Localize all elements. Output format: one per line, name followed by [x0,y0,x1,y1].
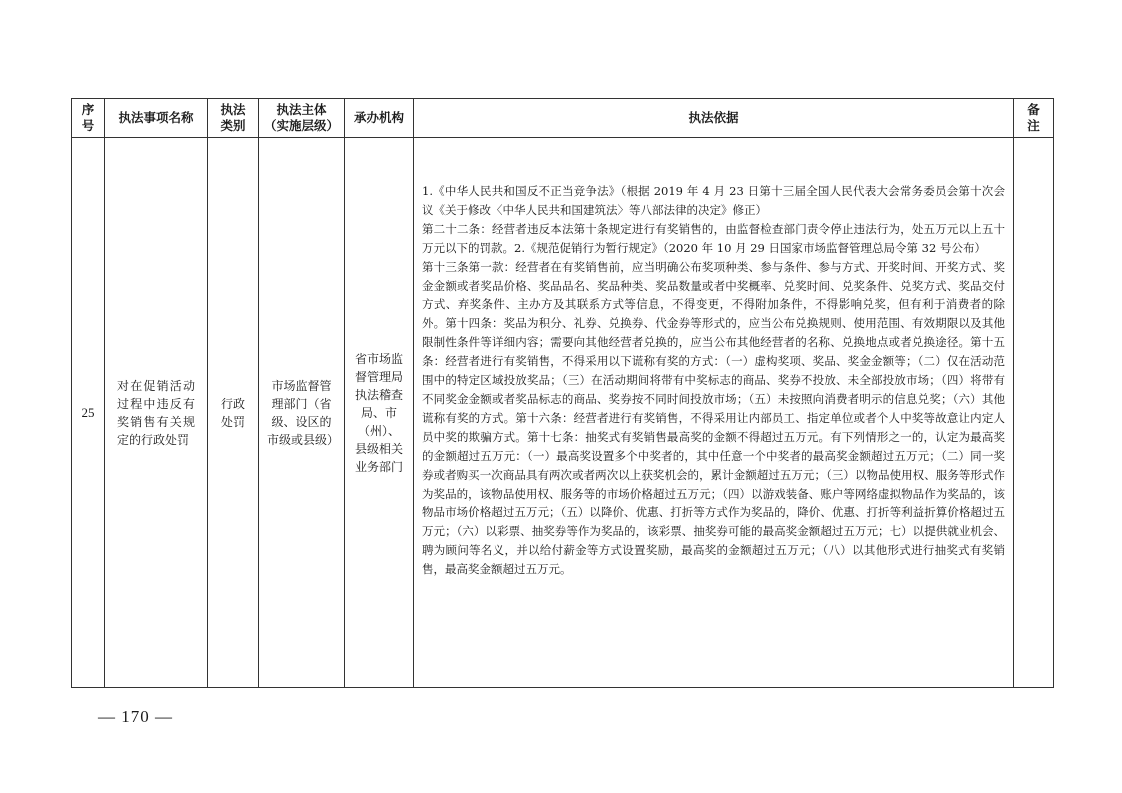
row-remark [1014,138,1054,688]
row-legal-basis [414,138,1014,688]
header-enforcement-subject: 执法主体 （实施层级） [259,99,345,138]
table-header-row [72,99,1054,138]
row-agency: 省市场监督管理局执法稽查局、市（州）、县级相关业务部门 [345,138,414,688]
header-remark: 备注 [1014,99,1054,138]
row-enforcement-subject: 市场监督管理部门（省级、设区的市级或县级） [259,138,345,688]
header-agency: 承办机构 [345,99,414,138]
row-enforcement-type: 行政处罚 [208,138,259,688]
page-number: — 170 — [98,707,173,726]
enforcement-items-table [71,98,1054,688]
row-item-name: 对在促销活动过程中违反有奖销售有关规定的行政处罚 [105,138,208,688]
basis-paragraph: 第二十二条：经营者违反本法第十条规定进行有奖销售的，由监督检查部门责令停止违法行为，处五万元以上五十万元以下的罚款。2.《规范促销行为暂行规定》（2020 年 10 月 29 日国家市场监督管理总局令第 32 号公布） [422,221,1005,255]
row-seq: 25 [72,138,105,688]
basis-paragraph: 1.《中华人民共和国反不正当竞争法》（根据 2019 年 4 月 23 日第十三届全国人民代表大会常务委员会第十次会议《关于修改〈中华人民共和国建筑法〉等八部法律的决定》修正） [422,184,1005,217]
header-legal-basis: 执法依据 [414,99,1014,138]
header-enforcement-type: 执法类别 [208,99,259,138]
header-seq: 序号 [72,99,105,138]
table-row [72,138,1054,688]
basis-paragraph: 第十三条第一款：经营者在有奖销售前，应当明确公布奖项种类、参与条件、参与方式、开奖时间、开奖方式、奖金金额或者奖品价格、奖品品名、奖品种类、奖品数量或者中奖概率、兑奖时间、兑奖条件、兑奖方式、奖品交付方式、弃奖条件、主办方及其联系方式等信息，不得变更，不得附加条件，不得影响兑奖，但有利于消费者的除外。第十四条：奖品为积分、礼券、兑换券、代金券等形式的，应当公布兑换规则、使用范围、有效期限以及其他限制性条件等详细内容；需要向其他经营者兑换的，应当公布其他经营者的名称、兑换地点或者兑换途径。第十五条：经营者进行有奖销售，不得采用以下谎称有奖的方式：（一）虚构奖项、奖品、奖金金额等；（二）仅在活动范围中的特定区域投放奖品；（三）在活动期间将带有中奖标志的商品、奖券不投放、未全部投放市场；（四）将带有不同奖金金额或者奖品标志的商品、奖券按不同时间投放市场；（五）未按照向消费者明示的信息兑奖；（六）其他谎称有奖的方式。第十六条：经营者进行有奖销售，不得采用让内部员工、指定单位或者个人中奖等故意让内定人员中奖的欺骗方式。第十七条：抽奖式有奖销售最高奖的金额不得超过五万元。有下列情形之一的，认定为最高奖的金额超过五万元：（一）最高奖设置多个中奖者的，其中任意一个中奖者的最高奖金额超过五万元；（二）同一奖券或者购买一次商品具有两次或者两次以上获奖机会的，累计金额超过五万元；（三）以物品使用权、服务等形式作为奖品的，该物品使用权、服务等的市场价格超过五万元；（四）以游戏装备、账户等网络虚拟物品作为奖品的，该物品市场价格超过五万元；（五）以降价、优惠、打折等方式作为奖品的，降价、优惠、打折等利益折算价格超过五万元；（六）以彩票、抽奖券等作为奖品的，该彩票、抽奖券可能的最高奖金额超过五万元；七）以提供就业机会、聘为顾问等名义，并以给付薪金等方式设置奖励，最高奖的金额超过五万元；（八）以其他形式进行抽奖式有奖销售，最高奖金额超过五万元。 [422,259,1005,577]
header-item-name: 执法事项名称 [105,99,208,138]
